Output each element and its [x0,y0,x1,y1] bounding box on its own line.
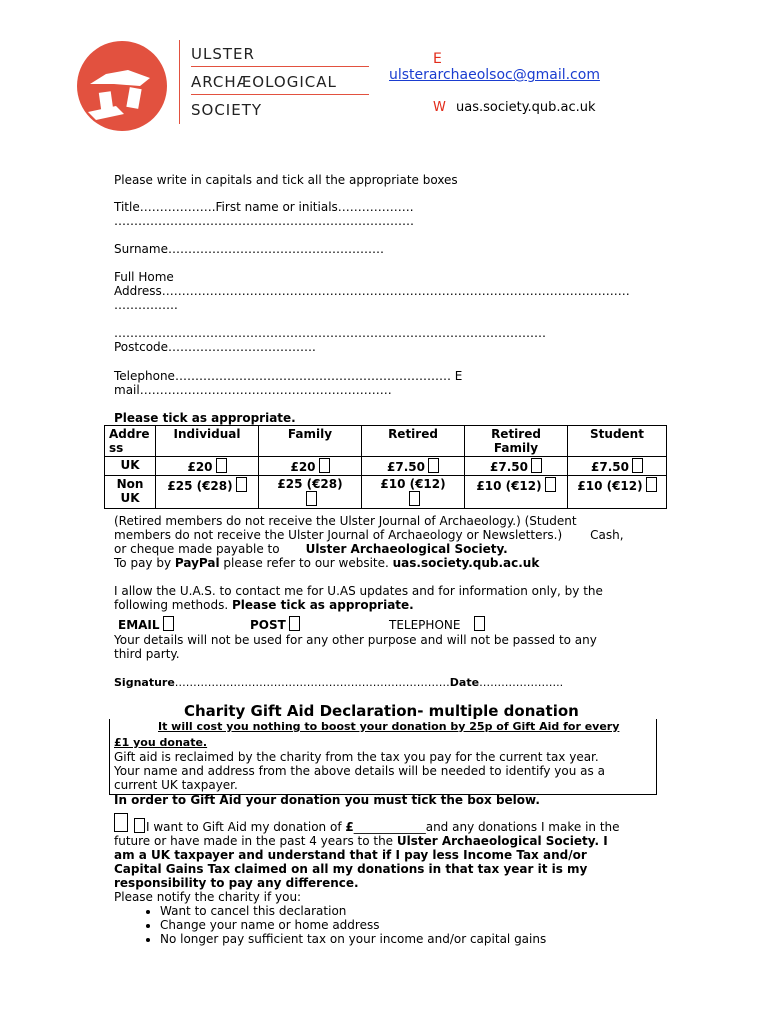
row-label-uk: UK [105,457,156,476]
gift-aid-checkbox[interactable] [114,813,128,832]
checkbox[interactable] [646,477,657,492]
checkbox[interactable] [319,458,330,473]
gift-aid-text-2: Your name and address from the above details will be needed to identify you as a [114,764,605,778]
fee-uk-student: £7.50 [568,457,667,476]
checkbox[interactable] [216,458,227,473]
membership-fees-table [104,425,667,509]
gift-aid-banner-1: It will cost you nothing to boost your donation by 25p of Gift Aid for every [158,720,620,733]
checkbox[interactable] [236,477,247,492]
logo-text-archaeological: ARCHÆOLOGICAL [191,73,337,91]
header-individual: Individual [156,426,259,457]
gift-aid-declaration-1: am a UK taxpayer and understand that if I pay less Income Tax and/or [114,848,587,862]
logo-divider [179,40,180,124]
notify-list [130,904,546,946]
email-link[interactable]: ulsterarchaeolsoc@gmail.com [389,67,600,83]
header-retired-family: Retired Family [465,426,568,457]
fee-nonuk-family: £25 (€28) [259,476,362,509]
checkbox[interactable] [632,458,643,473]
checkbox[interactable] [531,458,542,473]
fees-heading: Please tick as appropriate. [114,411,296,425]
checkbox[interactable] [428,458,439,473]
checkbox[interactable] [289,616,300,631]
postcode-field[interactable]: Postcode………………………………. [114,340,316,354]
fee-uk-individual: £20 [156,457,259,476]
table-row-uk [105,457,667,476]
checkbox[interactable] [163,616,174,631]
website-label: W [433,100,446,115]
gift-aid-text-3: current UK taxpayer. [114,778,238,792]
gift-aid-declaration-3: responsibility to pay any difference. [114,876,359,890]
notes-line-1: (Retired members do not receive the Ulster Journal of Archaeology.) (Student [114,514,577,528]
checkbox[interactable] [134,818,145,833]
checkbox[interactable] [409,491,420,506]
gift-aid-title: Charity Gift Aid Declaration- multiple donation [184,702,579,720]
fee-nonuk-retired-family: £10 (€12) [465,476,568,509]
address-label: Full Home [114,270,174,284]
consent-line-1: I allow the U.A.S. to contact me for U.AS updates and for information only, by the [114,584,603,598]
address-field-line2[interactable]: ……………………………………………………………………………………………… [114,326,546,340]
checkbox[interactable] [545,477,556,492]
email-field[interactable]: mail……………………………………………………… [114,383,392,397]
header-retired: Retired [362,426,465,457]
gift-aid-declaration-2: Capital Gains Tax claimed on all my donations in that tax year it is my [114,862,588,876]
gift-aid-must-tick: In order to Gift Aid your donation you must tick the box below. [114,793,540,807]
pref-telephone: TELEPHONE [389,616,485,632]
list-item: • Change your name or home address [160,918,546,932]
email-label: E [433,51,442,67]
checkbox[interactable] [306,491,317,506]
table-row-non-uk [105,476,667,509]
header-student: Student [568,426,667,457]
address-field-cont[interactable]: ……………. [114,298,178,312]
website-text: uas.society.qub.ac.uk [392,556,540,570]
fee-nonuk-retired: £10 (€12) [362,476,465,509]
logo-rule-1 [191,66,369,67]
fee-uk-retired-family: £7.50 [465,457,568,476]
fee-nonuk-individual: £25 (€28) [156,476,259,509]
gift-aid-want-line-2: future or have made in the past 4 years to the Ulster Archaeological Society. I [114,834,608,848]
gift-aid-want-line-1: I want to Gift Aid my donation of £____________and any donations I make in the [134,818,620,834]
table-header-row [105,426,667,457]
telephone-field[interactable]: Telephone…………………………………………………………… E [114,369,463,383]
consent-line-2: following methods. Please tick as appropriate. [114,598,414,612]
logo-text-ulster: ULSTER [191,45,255,63]
donation-amount-field[interactable]: ____________ [353,820,426,834]
gift-aid-banner-2: £1 you donate. [114,736,208,749]
logo-text-society: SOCIETY [191,101,263,119]
gift-aid-text-1: Gift aid is reclaimed by the charity from the tax you pay for the current tax year. [114,750,599,764]
title-name-field[interactable]: Title……………….First name or initials………………. [114,200,414,214]
surname-field[interactable]: Surname……………………………………………… [114,242,384,256]
title-name-field-cont[interactable]: ………………………………………………………………… [114,214,414,228]
privacy-line-2: third party. [114,647,180,661]
fee-uk-retired: £7.50 [362,457,465,476]
address-field[interactable]: Address……………………………………………………………………………………………………… [114,284,630,298]
notify-heading: Please notify the charity if you: [114,890,302,904]
website-link[interactable]: uas.society.qub.ac.uk [456,100,596,115]
list-item: • No longer pay sufficient tax on your income and/or capital gains [160,932,546,946]
signature-line[interactable]: Signature…………………………………………………………………Date………………….. [114,676,564,689]
fee-uk-family: £20 [259,457,362,476]
list-item: • Want to cancel this declaration [160,904,546,918]
society-logo-icon [76,40,168,132]
header-family: Family [259,426,362,457]
logo-rule-2 [191,94,369,95]
notes-line-2: members do not receive the Ulster Journal of Archaeology or Newsletters.) Cash, [114,528,624,542]
row-label-non-uk: Non UK [105,476,156,509]
pref-post: POST [250,616,300,632]
notes-line-3: or cheque made payable to Ulster Archaeological Society. [114,542,508,556]
pref-email: EMAIL [118,616,174,632]
header-address: Addre ss [105,426,156,457]
notes-line-4: To pay by PayPal please refer to our website. uas.society.qub.ac.uk [114,556,540,570]
instruction-text: Please write in capitals and tick all the appropriate boxes [114,173,458,187]
checkbox[interactable] [474,616,485,631]
website-line [433,100,596,115]
fee-nonuk-student: £10 (€12) [568,476,667,509]
privacy-line-1: Your details will not be used for any other purpose and will not be passed to any [114,633,597,647]
